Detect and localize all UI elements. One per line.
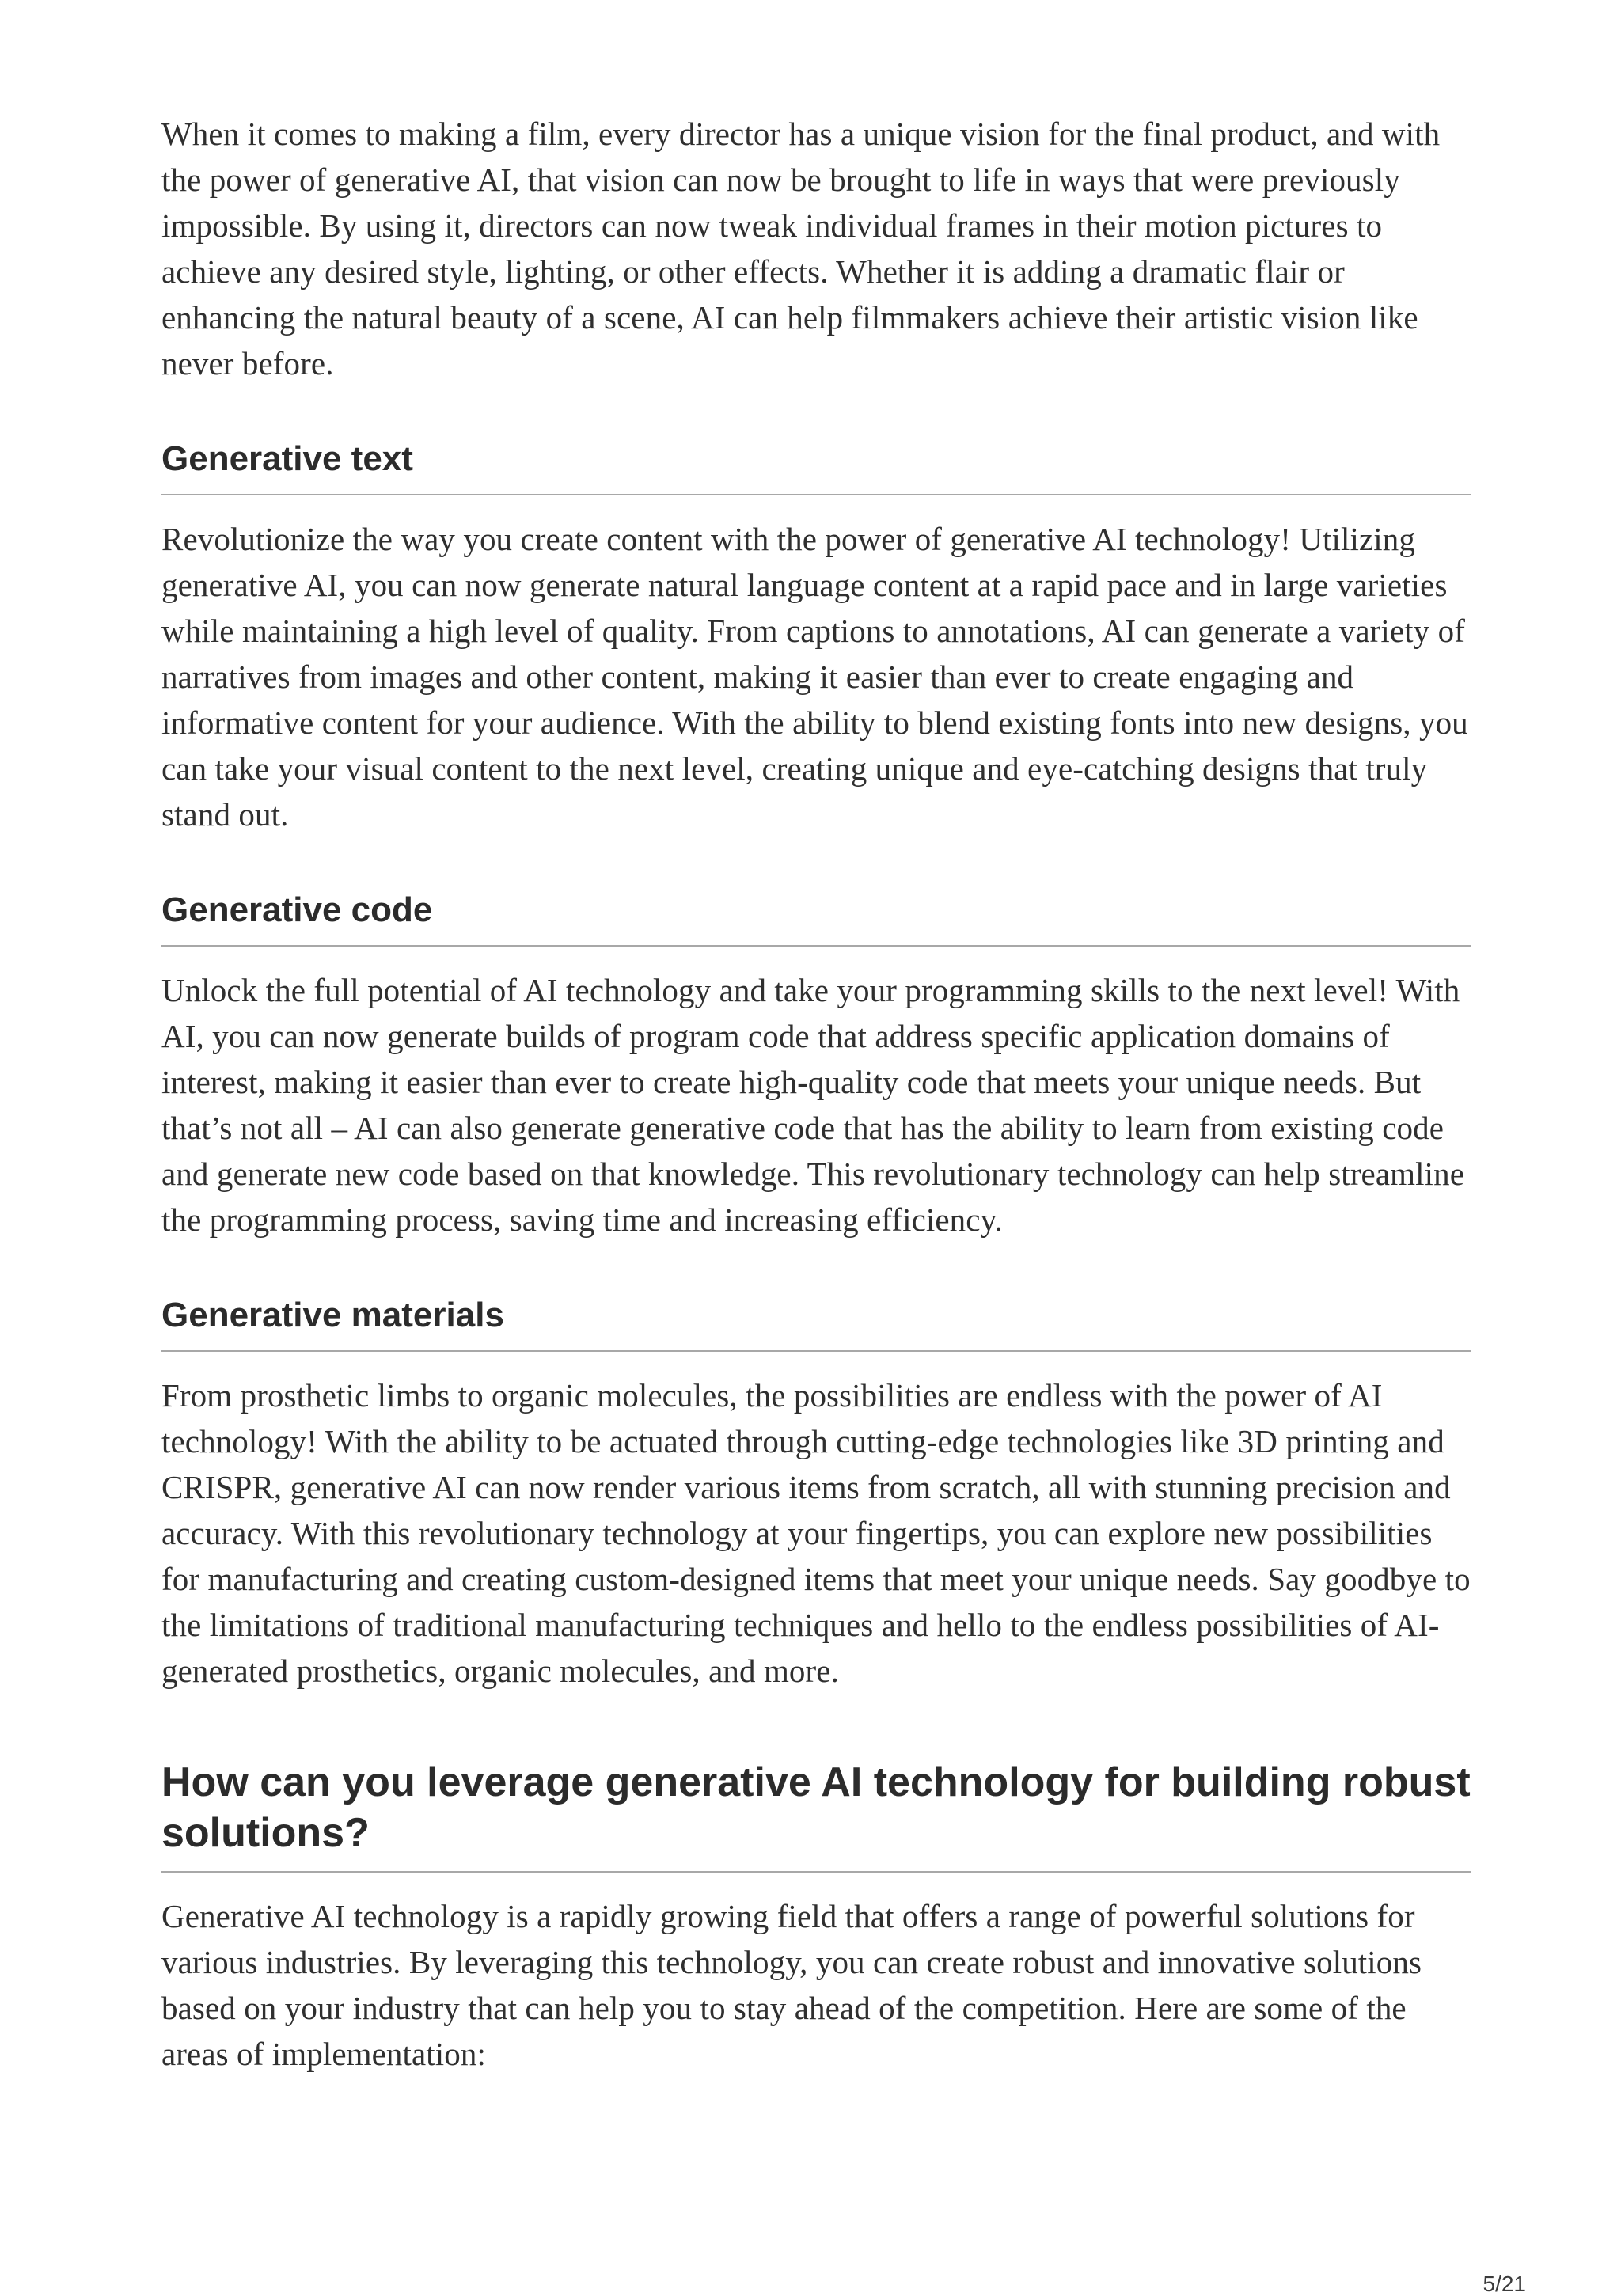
intro-paragraph: When it comes to making a film, every director has a unique vision for the final product, and with the power of generative AI, that vision can now be brought to life in ways that were previously impossible. By using it, directors can now tweak individual frames in their motion pictures to achieve any desired style, lighting, or other effects. Whether it is adding a dramatic flair or enhancing the natural beauty of a scene, AI can help filmmakers achieve their artistic vision like never before. (161, 116, 1441, 381)
page-number: 5/21 (1482, 2271, 1526, 2296)
generative-text-heading: Generative text (161, 437, 1471, 495)
leverage-section-heading: How can you leverage generative AI technology for building robust solutions? (161, 1757, 1471, 1873)
generative-materials-paragraph: From prosthetic limbs to organic molecules, the possibilities are endless with the power of AI technology! With the ability to be actuated through cutting-edge technologies like 3D printing and CRISPR, generative AI can now render various items from scratch, all with stunning precision and accuracy. With this revolutionary technology at your fingertips, you can explore new possibilities for manufacturing and creating custom-designed items that meet your unique needs. Say goodbye to the limitations of traditional manufacturing techniques and hello to the endless possibilities of AI-generated prosthetics, organic molecules, and more. (161, 1377, 1471, 1689)
page-content (161, 111, 1471, 2077)
generative-code-paragraph: Unlock the full potential of AI technology and take your programming skills to the next level! With AI, you can now generate builds of program code that address specific application domains of interest, making it easier than ever to create high-quality code that meets your unique needs. But that’s not all – AI can also generate generative code that has the ability to learn from existing code and generate new code based on that knowledge. This revolutionary technology can help streamline the programming process, saving time and increasing efficiency. (161, 972, 1465, 1238)
generative-code-heading: Generative code (161, 888, 1471, 947)
generative-materials-heading: Generative materials (161, 1293, 1471, 1352)
generative-text-paragraph: Revolutionize the way you create content with the power of generative AI technology! Utilizing generative AI, you can now generate natural language content at a rapid pace and in large varieties while maintaining a high level of quality. From captions to annotations, AI can generate a variety of narratives from images and other content, making it easier than ever to create engaging and informative content for your audience. With the ability to blend existing fonts into new designs, you can take your visual content to the next level, creating unique and eye-catching designs that truly stand out. (161, 521, 1468, 833)
leverage-paragraph: Generative AI technology is a rapidly growing field that offers a range of powerful solutions for various industries. By leveraging this technology, you can create robust and innovative solutions based on your industry that can help you to stay ahead of the competition. Here are some of the areas of implementation: (161, 1898, 1422, 2072)
